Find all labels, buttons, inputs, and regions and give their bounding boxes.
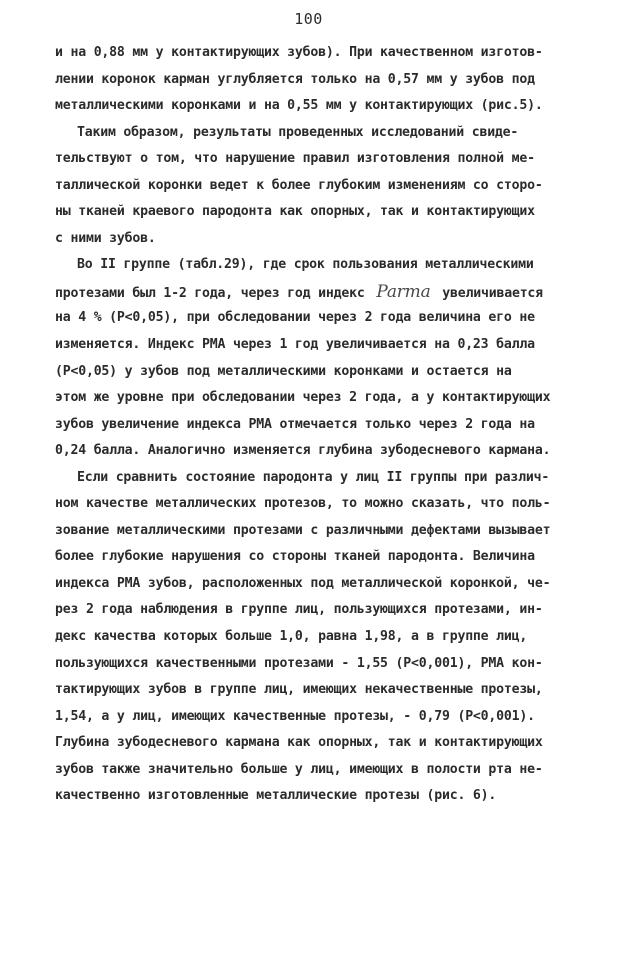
text-line: металлическими коронками и на 0,55 мм у контактирующих (рис.5). bbox=[55, 98, 543, 114]
body-text bbox=[55, 40, 595, 810]
text-line: зубов также значительно больше у лиц, имеющих в полости рта не- bbox=[55, 761, 543, 777]
text-line: рез 2 года наблюдения в группе лиц, пользующихся протезами, ин- bbox=[55, 602, 543, 618]
text-line: лении коронок карман углубляется только на 0,57 мм у зубов под bbox=[55, 71, 535, 87]
text-line: более глубокие нарушения со стороны тканей пародонта. Величина bbox=[55, 549, 535, 565]
text-line: 0,24 балла. Аналогично изменяется глубина зубодесневого кармана. bbox=[55, 443, 551, 459]
text-line: на 4 % (P<0,05), при обследовании через 2 года величина его не bbox=[55, 310, 535, 326]
text-line: ном качестве металлических протезов, то можно сказать, что поль- bbox=[55, 496, 551, 512]
handwritten-insertion: Parma bbox=[376, 281, 431, 302]
text-line: Глубина зубодесневого кармана как опорных, так и контактирующих bbox=[55, 735, 543, 751]
text-line: изменяется. Индекс PMA через 1 год увеличивается на 0,23 балла bbox=[55, 337, 535, 353]
text-line: пользующихся качественными протезами - 1,55 (P<0,001), PMA кон- bbox=[55, 655, 543, 671]
text-line: зование металлическими протезами с различными дефектами вызывает bbox=[55, 522, 551, 538]
paragraph-start-line: Если сравнить состояние пародонта у лиц II группы при различ- bbox=[77, 469, 550, 485]
text-line: индекса PMA зубов, расположенных под металлической коронкой, че- bbox=[55, 575, 551, 591]
text-segment: протезами был 1-2 года, через год индекс bbox=[55, 285, 365, 301]
text-line: этом же уровне при обследовании через 2 года, а у контактирующих bbox=[55, 390, 551, 406]
text-line: и на 0,88 мм у контактирующих зубов). При качественном изготов- bbox=[55, 45, 543, 60]
text-line-with-handwriting bbox=[55, 279, 595, 306]
text-line: 1,54, а у лиц, имеющих качественные протезы, - 0,79 (P<0,001). bbox=[55, 708, 535, 724]
text-segment: увеличивается bbox=[442, 285, 543, 301]
page-number: 100 bbox=[294, 10, 323, 28]
text-line: тактирующих зубов в группе лиц, имеющих некачественные протезы, bbox=[55, 682, 543, 698]
text-line: зубов увеличение индекса PMA отмечается только через 2 года на bbox=[55, 416, 535, 432]
paragraph-start-line: Таким образом, результаты проведенных исследований свиде- bbox=[77, 124, 519, 140]
text-line: таллической коронки ведет к более глубоким изменениям со сторо- bbox=[55, 177, 543, 193]
text-line: с ними зубов. bbox=[55, 230, 156, 246]
text-line: тельствуют о том, что нарушение правил изготовления полной ме- bbox=[55, 151, 535, 167]
text-line: декс качества которых больше 1,0, равна 1,98, а в группе лиц, bbox=[55, 629, 528, 645]
text-line: качественно изготовленные металлические протезы (рис. 6). bbox=[55, 788, 497, 804]
text-line: (P<0,05) у зубов под металлическими коронками и остается на bbox=[55, 363, 512, 379]
paragraph-start-line: Во II группе (табл.29), где срок пользования металлическими bbox=[77, 257, 534, 273]
text-line: ны тканей краевого пародонта как опорных, так и контактирующих bbox=[55, 204, 535, 220]
